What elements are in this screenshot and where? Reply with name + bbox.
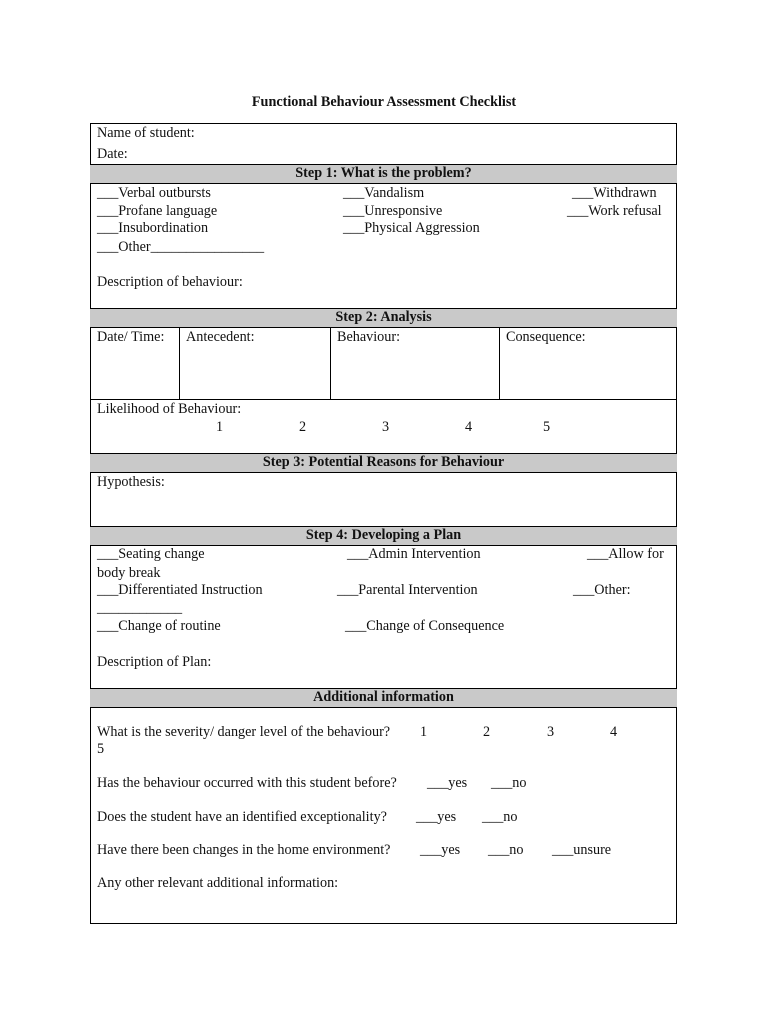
exceptionality-no[interactable]: ___no	[482, 809, 518, 825]
checkbox-withdrawn[interactable]: ___Withdrawn	[572, 185, 657, 201]
step2-heading: Step 2: Analysis	[90, 308, 677, 328]
checkbox-change-of-routine[interactable]: ___Change of routine	[97, 618, 221, 634]
prior-occurrence-no[interactable]: ___no	[491, 775, 527, 791]
body-break-continuation: body break	[97, 565, 161, 581]
checkbox-physical-aggression[interactable]: ___Physical Aggression	[343, 220, 480, 236]
checkbox-verbal-outbursts[interactable]: ___Verbal outbursts	[97, 185, 211, 201]
date-label: Date:	[97, 146, 128, 162]
analysis-divider	[179, 328, 180, 399]
checkbox-differentiated-instruction[interactable]: ___Differentiated Instruction	[97, 582, 263, 598]
severity-option-4[interactable]: 4	[610, 724, 618, 740]
analysis-divider	[330, 328, 331, 399]
plan-other-blank[interactable]: ____________	[97, 600, 183, 616]
exceptionality-question: Does the student have an identified exceptionality?	[97, 809, 387, 825]
checkbox-change-of-consequence[interactable]: ___Change of Consequence	[345, 618, 505, 634]
home-changes-no[interactable]: ___no	[488, 842, 524, 858]
checkbox-profane-language[interactable]: ___Profane language	[97, 203, 218, 219]
severity-option-1[interactable]: 1	[420, 724, 428, 740]
checkbox-other[interactable]: ___Other________________	[97, 239, 265, 255]
step1-heading: Step 1: What is the problem?	[90, 164, 677, 184]
severity-question: What is the severity/ danger level of the behaviour?	[97, 724, 391, 740]
datetime-column-label: Date/ Time:	[97, 329, 165, 345]
checkbox-vandalism[interactable]: ___Vandalism	[343, 185, 425, 201]
checkbox-plan-other[interactable]: ___Other:	[573, 582, 631, 598]
other-info-label: Any other relevant additional information:	[97, 875, 339, 891]
checkbox-parental-intervention[interactable]: ___Parental Intervention	[337, 582, 478, 598]
home-changes-unsure[interactable]: ___unsure	[552, 842, 612, 858]
checkbox-unresponsive[interactable]: ___Unresponsive	[343, 203, 443, 219]
likelihood-option-3[interactable]: 3	[382, 419, 390, 435]
consequence-column-label: Consequence:	[506, 329, 586, 345]
prior-occurrence-yes[interactable]: ___yes	[427, 775, 468, 791]
severity-option-5[interactable]: 5	[97, 741, 105, 757]
step3-heading: Step 3: Potential Reasons for Behaviour	[90, 453, 677, 473]
student-name-label: Name of student:	[97, 125, 195, 141]
exceptionality-yes[interactable]: ___yes	[416, 809, 457, 825]
form-title: Functional Behaviour Assessment Checklist	[251, 94, 517, 110]
likelihood-option-4[interactable]: 4	[465, 419, 473, 435]
likelihood-option-5[interactable]: 5	[543, 419, 551, 435]
analysis-divider	[499, 328, 500, 399]
step4-heading: Step 4: Developing a Plan	[90, 526, 677, 546]
likelihood-option-1[interactable]: 1	[216, 419, 224, 435]
checkbox-work-refusal[interactable]: ___Work refusal	[567, 203, 662, 219]
prior-occurrence-question: Has the behaviour occurred with this student before?	[97, 775, 397, 791]
checkbox-admin-intervention[interactable]: ___Admin Intervention	[347, 546, 481, 562]
severity-option-3[interactable]: 3	[547, 724, 555, 740]
behaviour-description-label: Description of behaviour:	[97, 274, 243, 290]
checkbox-allow-for-body-break[interactable]: ___Allow for	[587, 546, 664, 562]
hypothesis-label: Hypothesis:	[97, 474, 165, 490]
home-changes-yes[interactable]: ___yes	[420, 842, 461, 858]
plan-description-label: Description of Plan:	[97, 654, 212, 670]
home-changes-question: Have there been changes in the home environment?	[97, 842, 391, 858]
likelihood-option-2[interactable]: 2	[299, 419, 307, 435]
severity-option-2[interactable]: 2	[483, 724, 491, 740]
additional-info-heading: Additional information	[90, 688, 677, 708]
checkbox-seating-change[interactable]: ___Seating change	[97, 546, 205, 562]
analysis-bottom-rule	[90, 399, 677, 400]
likelihood-label: Likelihood of Behaviour:	[97, 401, 242, 417]
antecedent-column-label: Antecedent:	[186, 329, 255, 345]
checkbox-insubordination[interactable]: ___Insubordination	[97, 220, 209, 236]
behaviour-column-label: Behaviour:	[337, 329, 401, 345]
